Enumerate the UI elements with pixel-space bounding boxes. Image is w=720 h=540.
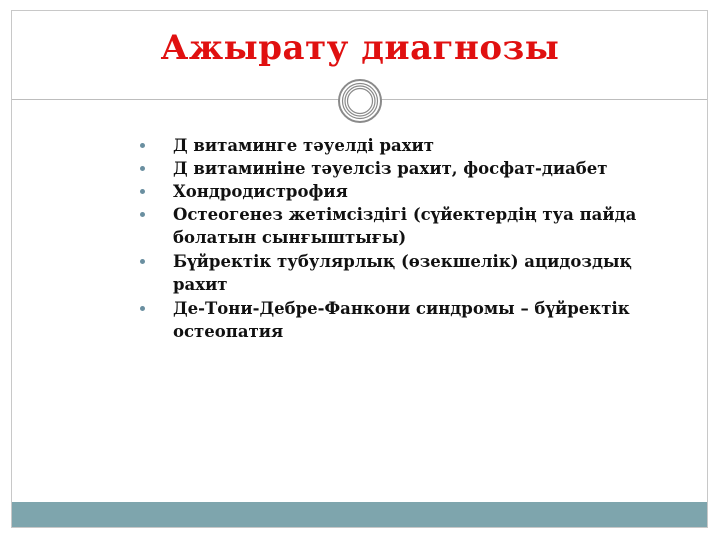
slide-title: Ажырату диагнозы (160, 28, 560, 68)
bullet-dot (140, 259, 145, 264)
bullet-text: Остеогенез жетімсіздігі (сүйектердің туа пайда болатын сынғыштығы) (173, 205, 637, 247)
bullet-dot (140, 306, 145, 311)
bullet-text: Де-Тони-Дебре-Фанкони синдромы – бүйректік остеопатия (173, 299, 630, 341)
bullet-item (140, 157, 660, 180)
bullet-item (140, 297, 660, 343)
bullet-text: Бүйректік тубулярлық (өзекшелік) ацидоздық рахит (173, 252, 632, 294)
bullet-text: Д витаминіне тәуелсіз рахит, фосфат-диабет (173, 159, 608, 178)
footer-bar (12, 502, 707, 527)
bullet-dot (140, 212, 145, 217)
bullet-dot (140, 189, 145, 194)
bullet-item (140, 250, 660, 296)
bullet-dot (140, 166, 145, 171)
circle-ornament-icon (337, 78, 383, 124)
bullet-list (140, 134, 660, 343)
bullet-item (140, 203, 660, 249)
bullet-text: Хондродистрофия (173, 182, 348, 201)
bullet-item (140, 134, 660, 157)
bullet-dot (140, 143, 145, 148)
bullet-item (140, 180, 660, 203)
bullet-text: Д витаминге тәуелді рахит (173, 136, 434, 155)
